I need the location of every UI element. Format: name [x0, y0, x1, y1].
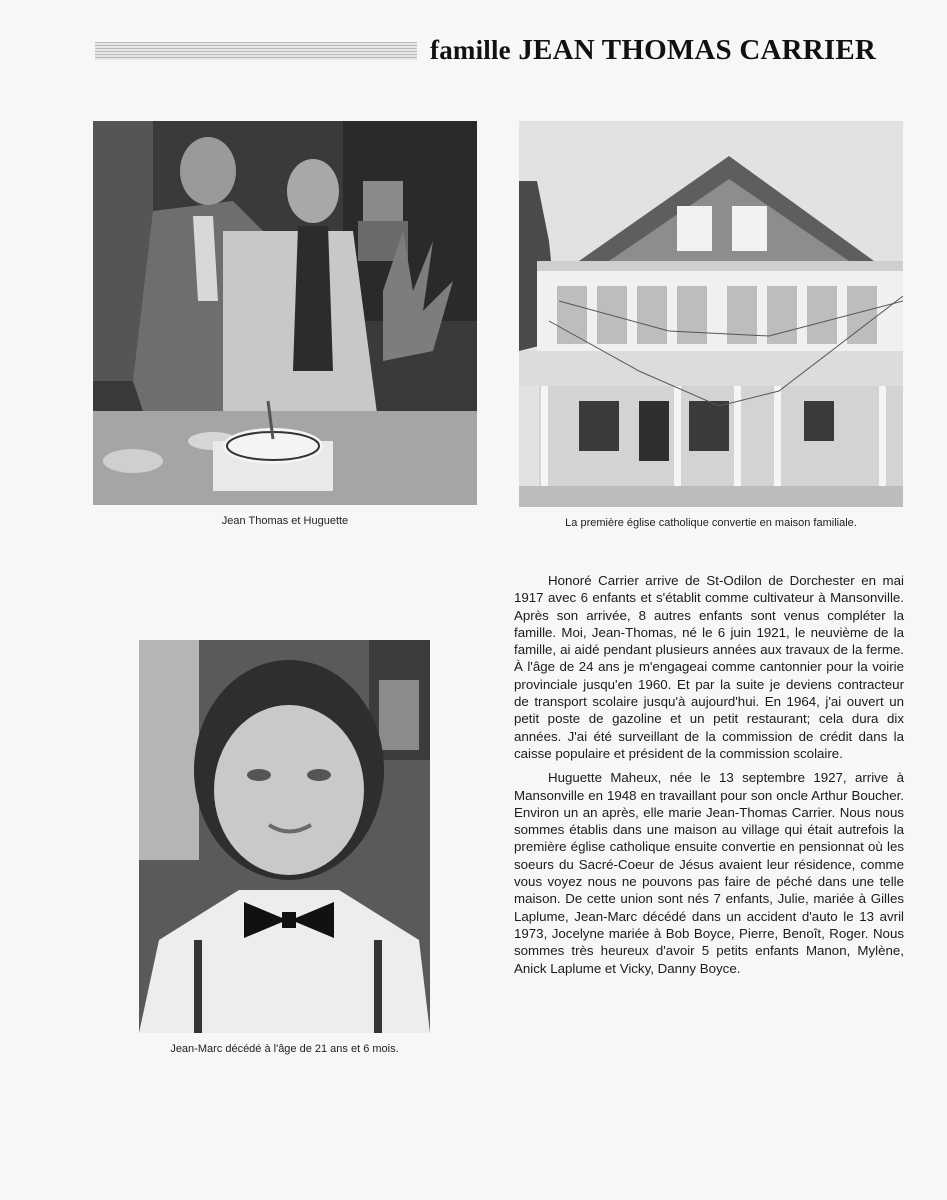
title-family-name: JEAN THOMAS CARRIER	[518, 34, 877, 66]
couple-caption: Jean Thomas et Huguette	[221, 515, 349, 527]
title-prefix: famille	[430, 35, 511, 65]
article-paragraph: Honoré Carrier arrive de St-Odilon de Dorchester en mai 1917 avec 6 enfants et s'établit comme cultivateur à Mansonville. Après son arrivée, 8 autres enfants sont venus compléter la famille. Moi, Jean-Thomas, né le 6 juin 1921, le neuvième de la famille, ai aidé pendant plusieurs années aux travaux de la ferme. À l'âge de 24 ans je m'engageai comme cantonnier pour la voirie provinciale jusqu'en 1960. Et par la suite je deviens contracteur de transport scolaire jusqu'à aujourd'hui. En 1964, j'ai ouvert un petit poste de gazoline et un petit restaurant; cela dura dix années. J'ai été surveillant de la commission de crédit dans la caisse populaire et président de la commission scolaire.	[514, 573, 904, 761]
page-title	[430, 34, 910, 67]
church-house-photo	[519, 121, 903, 507]
article-body	[514, 572, 904, 984]
church-house-caption: La première église catholique convertie en maison familiale.	[565, 517, 857, 529]
title-decorative-bar	[95, 42, 417, 60]
portrait-photo	[139, 640, 430, 1033]
article-paragraph: Huguette Maheux, née le 13 septembre 1927, arrive à Mansonville en 1948 en travaillant pour son oncle Arthur Boucher. Environ un an après, elle marie Jean-Thomas Carrier. Nous nous sommes établis dans une maison au village qui était autrefois la première église catholique ensuite convertie en pensionnat où les soeurs du Sacré-Coeur de Jésus avaient leur résidence, comme vous voyez nous ne pouvons pas faire de péché dans une telle maison. De cette union sont nés 7 enfants, Julie, mariée à Gilles Laplume, Jean-Marc décédé dans un accident d'auto le 13 avril 1973, Jocelyne mariée à Bob Boyce, Pierre, Benoît, Roger. Nous sommes très heureux d'avoir 5 petits enfants Manon, Mylène, Anick Laplume et Vicky, Danny Boyce.	[514, 770, 904, 976]
portrait-caption: Jean-Marc décédé à l'âge de 21 ans et 6 mois.	[170, 1043, 399, 1055]
couple-photo	[93, 121, 477, 505]
